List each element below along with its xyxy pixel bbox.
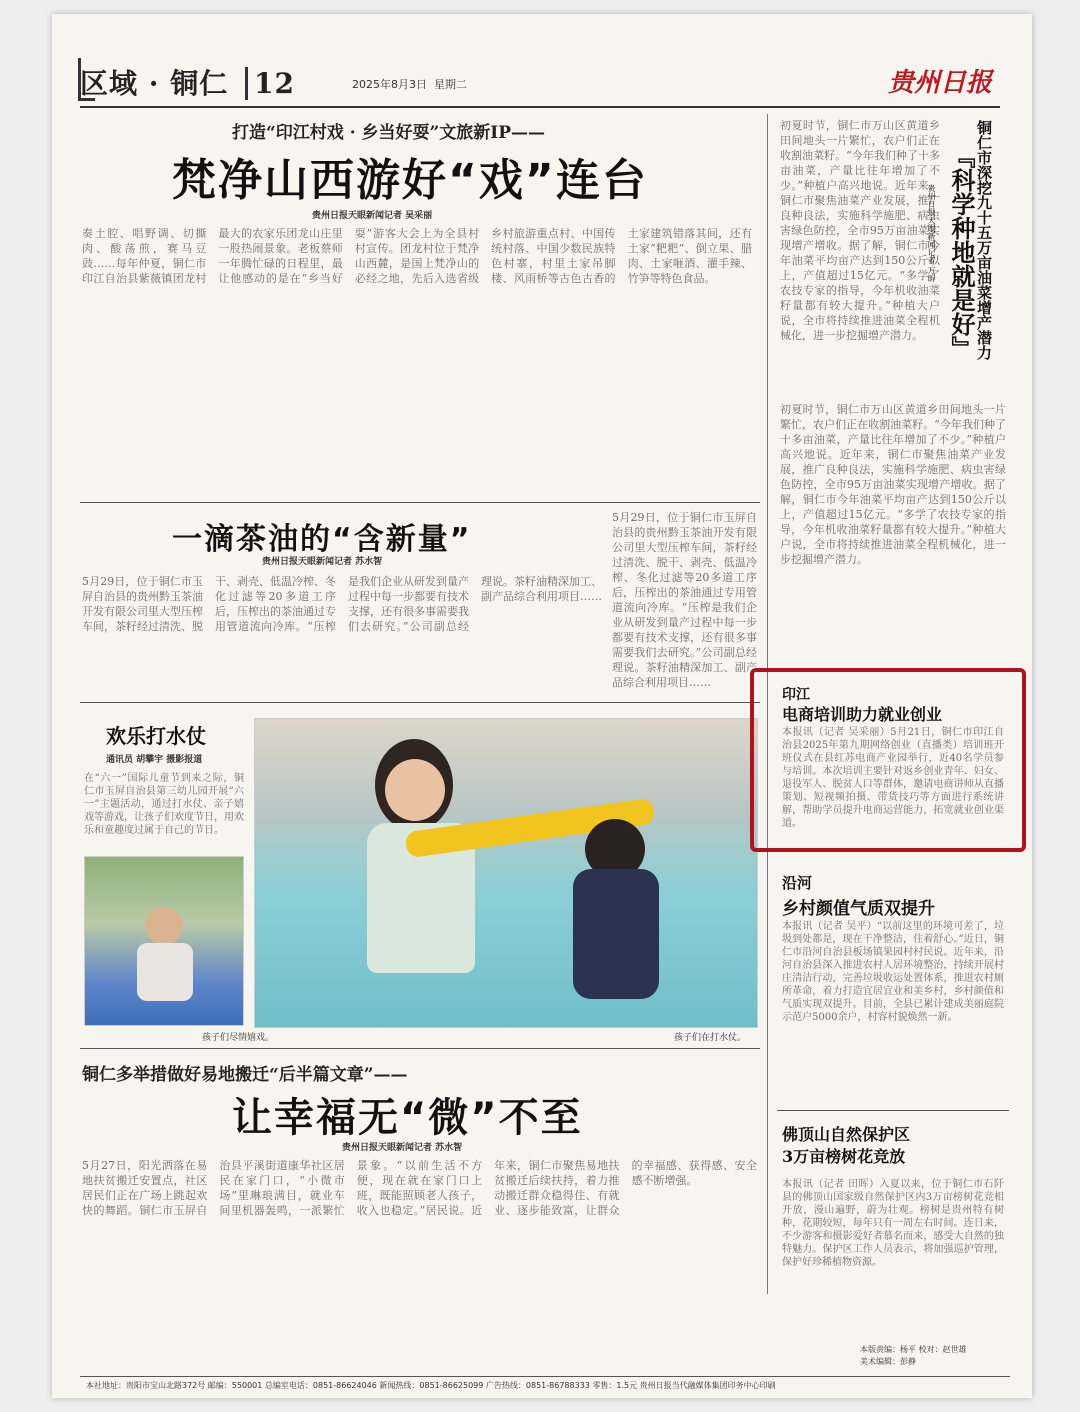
yanhe-place: 沿河 — [782, 874, 813, 892]
photo-small-caption: 孩子们尽情嬉戏。 — [202, 1033, 275, 1043]
rule-1 — [80, 502, 760, 503]
header-rule — [80, 106, 1000, 108]
footer-rule — [80, 1376, 1010, 1377]
sidebar-feature-body-2: 初夏时节，铜仁市万山区黄道乡田间地头一片繁忙，农户们正在收割油菜籽。“今年我们种了十多亩油菜，产量比往年增加了不少。”种植户高兴地说。近年来，铜仁市聚焦油菜产业发展，推广良种良法，实施科学施肥、病虫害绿色防控，全市95万亩油菜实现增产增收。据了解，铜仁市今年油菜平均亩产达到150公斤以上，产值超过15亿元。“多学了农技专家的指导，今年机收油菜籽量都有较大提升。”种植大户说，全市将持续推进油菜全程机械化，进一步挖掘增产潜力。 — [780, 403, 1006, 566]
child-body — [137, 943, 193, 1001]
bottom-body: 5月27日，阳光洒落在易地扶贫搬迁安置点，社区居民们正在广场上跳起欢快的舞蹈。铜仁市玉屏自治县平溪街道康华社区居民在家门口，“小微市场”里琳琅满目，就业车间里机器轰鸣，一派繁忙景象。“以前生活不方便，现在就在家门口上班，既能照顾老人孩子，收入也稳定。”居民说。近年来，铜仁市聚焦易地扶贫搬迁后续扶持，着力推动搬迁群众稳得住、有就业、逐步能致富，让群众的幸福感、获得感、安全感不断增强。 — [82, 1159, 757, 1217]
photo-small — [84, 856, 244, 1026]
yinjiang-place: 印江 — [782, 687, 810, 703]
section-title: 区域 · 铜仁 12 — [80, 67, 295, 100]
sidebar-feature-body: 初夏时节，铜仁市万山区黄道乡田间地头一片繁忙，农户们正在收割油菜籽。“今年我们种了十多亩油菜，产量比往年增加了不少。”种植户高兴地说。近年来，铜仁市聚焦油菜产业发展，推广良种良法，实施科学施肥、病虫害绿色防控，全市95万亩油菜实现增产增收。据了解，铜仁市今年油菜平均亩产达到150公斤以上，产值超过15亿元。“多学了农技专家的指导，今年机收油菜籽量都有较大提升。”种植大户说，全市将持续推进油菜全程机械化，进一步挖掘增产潜力。 — [780, 119, 940, 342]
mid-byline: 贵州日报天眼新闻记者 苏水智 — [262, 557, 383, 567]
photo-main-caption: 孩子们在打水仗。 — [674, 1033, 747, 1043]
photo-main — [254, 718, 758, 1028]
mid-headline: 一滴茶油的“含新量” — [172, 522, 472, 557]
newspaper-page — [52, 14, 1032, 1398]
mid-body-right: 5月29日，位于铜仁市玉屏自治县的贵州黔玉茶油开发有限公司里大型压榨车间，茶籽经过清洗、脱干、剥壳、低温冷榨、冬化过滤等20多道工序后，压榨出的茶油通过专用管道流向冷库。“压榨是我们企业从研发到量产过程中每一步都要有技术支撑，还有很多事需要我们去研究。”公司副总经理说。茶籽油精深加工、副产品综合利用项目…… — [612, 511, 757, 689]
sidebar-feature-title: 铜仁市深挖九十五万亩油菜增产潜力 — [975, 120, 993, 360]
yinjiang-title: 电商培训助力就业创业 — [782, 705, 943, 724]
paper-logo: 贵州日报 — [887, 68, 992, 98]
yanhe-title: 乡村颜值气质双提升 — [782, 899, 935, 919]
top-headline: 梵净山西游好“戏”连台 — [172, 155, 648, 206]
photo-desc: 在“六一”国际儿童节到来之际，铜仁市玉屏自治县第三幼儿园开展“六一”主题活动，通过打水仗、亲子嬉戏等游戏，让孩子们欢度节日，用欢乐和童趣度过属于自己的节日。 — [84, 773, 244, 836]
yinjiang-body: 本报讯（记者 吴采丽）5月21日，铜仁市印江自治县2025年第九期网络创业（直播类）培训班开班仪式在县红苏电商产业园举行，近40名学员参与培训。本次培训主要针对返乡创业青年、妇女、退役军人、脱贫人口等群体，邀请电商讲师从直播策划、短视频拍摄、带货技巧等方面进行系统讲解，帮助学员提升电商运营能力，拓宽就业创业渠道。 — [782, 727, 1004, 829]
page-number: 12 — [254, 67, 295, 100]
sidebar-feature-big: 『科学种地就是好』 — [947, 144, 976, 360]
yanhe-body: 本报讯（记者 吴平）“以前这里的环境可差了，垃圾到处都是，现在干净整洁，住着舒心。”近日，铜仁市沿河自治县板场镇果园村村民说。近年来，沿河自治县深入推进农村人居环境整治，持续开展村庄清洁行动，完善垃圾收运处置体系，推进农村厕所革命，着力打造宜居宜业和美乡村，乡村颜值和气质实现双提升。目前，全县已累计建成美丽庭院示范户5000余户，村容村貌焕然一新。 — [782, 921, 1004, 1023]
bottom-kicker: 铜仁多举措做好易地搬迁“后半篇文章”—— — [82, 1065, 408, 1085]
child-back-dress — [573, 869, 659, 999]
girl-face — [385, 759, 445, 821]
top-body: 奏土腔、唱野调、切撕肉、酸荡煎，赛马豆豉……每年仲夏，铜仁市印江自治县紫薇镇团龙村最大的农家乐团龙山庄里一股热闹景象。老板蔡师一年腾忙碌的日程里，最让他感动的是在“乡当好耍”游客大会上为全县村村宣传。团龙村位于梵净山西麓，是国上梵净山的必经之地，先后入选省级乡村旅游重点村、中国传统村落、中国少数民族特色村寨，村里土家吊脚楼、风雨桥等古色古香的土家建筑错落其间，还有土家“粑粑”、倒立果、腊肉、土家咂酒、灌手辣、竹笋等特色食品。 — [82, 227, 752, 285]
fodingshan-body: 本报讯（记者 田晖）入夏以来，位于铜仁市石阡县的佛顶山国家级自然保护区内3万亩榜树花竞相开放，漫山遍野，蔚为壮观。榜树是贵州特有树种，花期较短，每年只有一周左右时间。连日来，不少游客和摄影爱好者慕名而来，感受大自然的独特魅力。保护区工作人员表示，将加强巡护管理，保护好珍稀植物资源。 — [782, 1179, 1004, 1268]
bottom-byline: 贵州日报天眼新闻记者 苏水智 — [342, 1143, 463, 1153]
bottom-headline: 让幸福无“微”不至 — [232, 1095, 583, 1141]
rule-sidebar — [777, 1110, 1009, 1111]
top-kicker: 打造“印江村戏 · 乡当好耍”文旅新IP—— — [232, 123, 546, 143]
rule-3 — [80, 1048, 760, 1049]
mid-body-left: 5月29日，位于铜仁市玉屏自治县的贵州黔玉茶油开发有限公司里大型压榨车间，茶籽经过清洗、脱干、剥壳、低温冷榨、冬化过滤等20多道工序后，压榨出的茶油通过专用管道流向冷库。“压榨是我们企业从研发到量产过程中每一步都要有技术支撑，还有很多事需要我们去研究。”公司副总经理说。茶籽油精深加工、副产品综合利用项目…… — [82, 575, 602, 633]
editors-credit: 本版责编：杨平 校对：赵世雄 美术编辑：彭静 — [860, 1345, 967, 1366]
child-figure — [145, 907, 183, 945]
issue-date: 2025年8月3日 星期二 — [352, 78, 467, 91]
top-byline: 贵州日报天眼新闻记者 吴采丽 — [312, 211, 433, 221]
photo-credits: 通讯员 胡攀宇 摄影报道 — [106, 755, 203, 765]
fodingshan-title: 佛顶山自然保护区 3万亩榜树花竞放 — [782, 1125, 911, 1166]
photo-block-title: 欢乐打水仗 — [106, 724, 206, 748]
rule-2 — [80, 702, 760, 703]
footer-info: 本社地址：贵阳市宝山北路372号 邮编：550001 总编室电话：0851-86624046 新闻热线：0851-86625099 广告热线：0851-86788333 零售：1.5元 贵州日报当代融媒体集团印务中心印刷 — [86, 1381, 776, 1390]
sidebar-feature-byline: 贵州日报天眼新闻记者 万昕 — [927, 184, 936, 283]
